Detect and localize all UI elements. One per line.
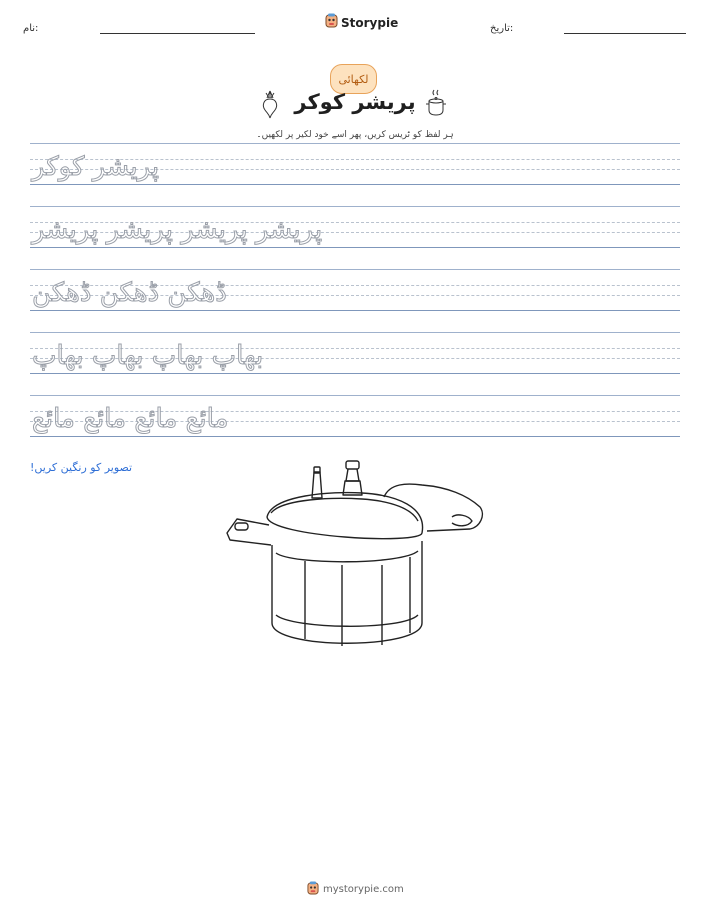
trace-row[interactable] <box>30 143 680 185</box>
date-label: تاریخ: <box>490 23 514 34</box>
storypie-logo-icon <box>307 880 319 899</box>
worksheet-title: پریشر کوکر <box>294 90 416 114</box>
date-line[interactable] <box>564 33 686 34</box>
trace-row[interactable] <box>30 206 680 248</box>
trace-row[interactable] <box>30 395 680 437</box>
brand-name: Storypie <box>341 15 399 30</box>
trace-row[interactable] <box>30 269 680 311</box>
trace-word: ڈھکن ڈھکن ڈھکن <box>32 278 227 308</box>
trace-word: مائع مائع مائع مائع <box>32 404 229 434</box>
trace-word: پریشر پریشر پریشر پریشر <box>32 215 323 245</box>
cooking-pot-icon <box>424 88 448 122</box>
category-badge: لکھائی <box>330 64 377 94</box>
storypie-logo-icon <box>325 13 338 32</box>
trace-row[interactable] <box>30 332 680 374</box>
name-label: نام: <box>23 23 39 34</box>
footer-url[interactable]: mystorypie.com <box>323 884 404 895</box>
instruction-text: ہر لفظ کو ٹریس کریں، پھر اسے خود لکیر پر لکھیں۔ <box>256 130 454 140</box>
footer <box>307 880 404 899</box>
name-line[interactable] <box>100 33 255 34</box>
trace-word: پریشر کوکر <box>32 152 160 182</box>
brand <box>325 13 398 32</box>
pressure-cooker-illustration[interactable] <box>222 455 487 669</box>
coloring-instruction: تصویر کو رنگین کریں! <box>30 461 133 474</box>
trace-word: بھاپ بھاپ بھاپ بھاپ <box>32 341 264 371</box>
